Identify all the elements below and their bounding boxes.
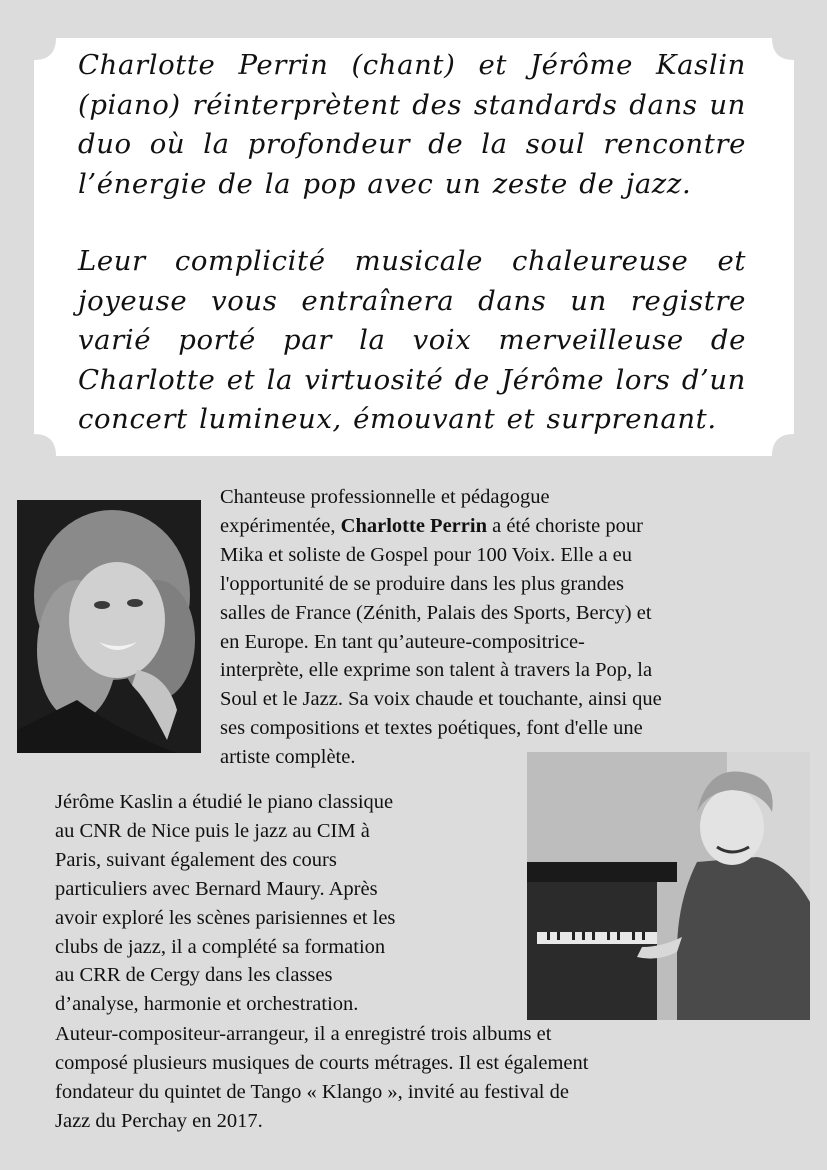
bio-line: composé plusieurs musiques de courts métrages. Il est également	[55, 1051, 589, 1074]
intro-text	[78, 46, 746, 440]
bio-line: Chanteuse professionnelle et pédagogue	[220, 486, 550, 508]
jerome-bio-part-2	[55, 1020, 775, 1136]
bio-line: l'opportunité de se produire dans les plus grandes	[220, 572, 624, 595]
bio-line	[220, 512, 810, 541]
bio-line: Jérôme Kaslin a étudié le piano classique	[55, 791, 394, 813]
bio-line: ses compositions et textes poétiques, font d'elle une	[220, 717, 643, 740]
bio-line: Jazz du Perchay en 2017.	[55, 1109, 263, 1132]
bio-line: avoir exploré les scènes parisiennes et les	[55, 906, 396, 929]
jerome-photo	[527, 752, 810, 1020]
bio-line: particuliers avec Bernard Maury. Après	[55, 877, 378, 900]
jerome-bio-part-1	[55, 788, 515, 1019]
intro-paragraph-2: Leur complicité musicale chaleureuse et joyeuse vous entraînera dans un registre varié porté par la voix merveilleuse de Charlotte et la virtuosité de Jérôme lors d’un concert lumineux, émouvant et surprenant.	[78, 245, 746, 435]
intro-frame	[34, 38, 794, 456]
charlotte-name: Charlotte Perrin	[340, 514, 487, 537]
bio-line: clubs de jazz, il a complété sa formation	[55, 935, 386, 958]
bio-line: interprète, elle exprime son talent à travers la Pop, la	[220, 659, 653, 682]
bio-text: a été choriste pour	[486, 514, 643, 537]
intro-paragraph-1: Charlotte Perrin (chant) et Jérôme Kaslin (piano) réinterprètent des standards dans un duo où la profondeur de la soul rencontre l’énergie de la pop avec un zeste de jazz.	[78, 49, 746, 200]
bio-line: Paris, suivant également des cours	[55, 848, 337, 871]
bio-line: Mika et soliste de Gospel pour 100 Voix. Elle a eu	[220, 543, 633, 566]
charlotte-bio	[220, 483, 810, 772]
bio-line: au CNR de Nice puis le jazz au CIM à	[55, 819, 370, 842]
bio-line: artiste complète.	[220, 746, 356, 769]
bio-line: d’analyse, harmonie et orchestration.	[55, 993, 359, 1016]
bio-line: fondateur du quintet de Tango « Klango », invité au festival de	[55, 1080, 569, 1103]
bio-line: au CRR de Cergy dans les classes	[55, 964, 333, 987]
bio-text: expérimentée,	[220, 514, 341, 537]
charlotte-photo	[17, 500, 201, 753]
bio-line: Soul et le Jazz. Sa voix chaude et touchante, ainsi que	[220, 688, 662, 711]
bio-line: salles de France (Zénith, Palais des Sports, Bercy) et	[220, 601, 652, 624]
bio-line: en Europe. En tant qu’auteure-compositrice-	[220, 630, 585, 653]
bio-line: Auteur-compositeur-arrangeur, il a enregistré trois albums et	[55, 1023, 552, 1045]
